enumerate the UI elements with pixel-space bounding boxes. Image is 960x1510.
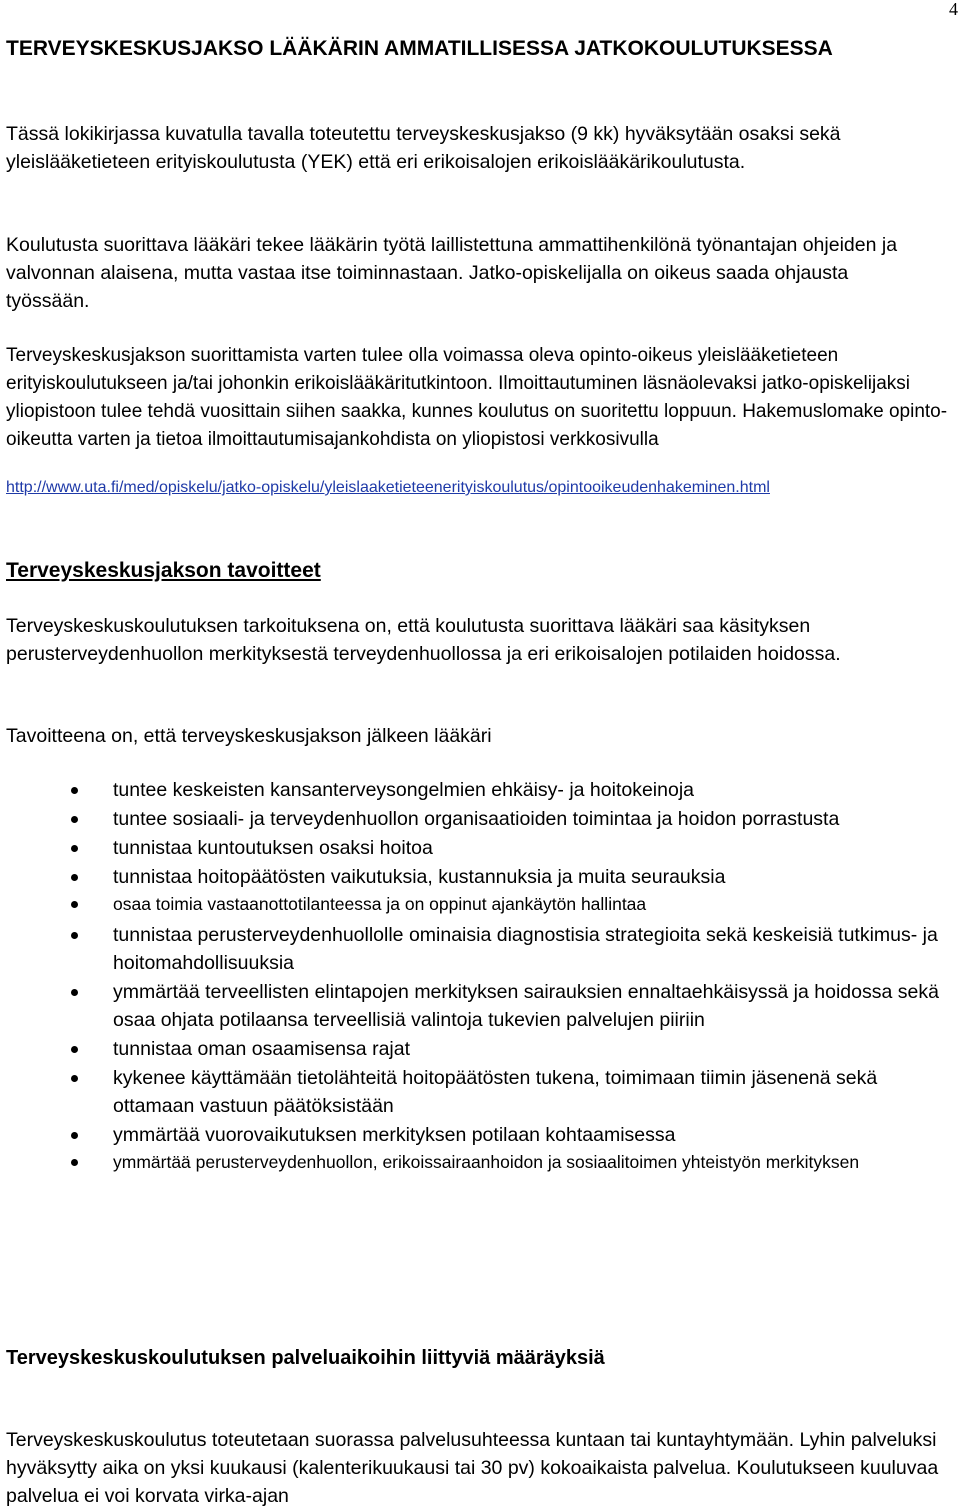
bullet-icon (71, 1046, 78, 1053)
bullet-icon (71, 932, 78, 939)
goal-item-text: tunnistaa perusterveydenhuollolle ominaisia diagnostisia strategioita sekä keskeisiä tutkimus- ja hoitomahdollisuuksia (113, 924, 938, 974)
goal-item (0, 834, 960, 862)
goal-item (0, 863, 960, 891)
bullet-icon (71, 901, 78, 908)
bullet-icon (71, 787, 78, 794)
bullet-icon (71, 1075, 78, 1082)
goal-item-text: tuntee keskeisten kansanterveysongelmien ehkäisy- ja hoitokeinoja (113, 779, 695, 801)
goal-item-text: tunnistaa hoitopäätösten vaikutuksia, kustannuksia ja muita seurauksia (113, 866, 726, 888)
goal-item-text: kykenee käyttämään tietolähteitä hoitopäätösten tukena, toimimaan tiimin jäsenenä sekä ottamaan vastuun päätöksistään (113, 1067, 878, 1117)
goals-heading (6, 557, 321, 585)
goal-item (0, 978, 960, 1034)
bullet-icon (71, 874, 78, 881)
intro-paragraph-3: Terveyskeskusjakson suorittamista varten tulee olla voimassa oleva opinto-oikeus yleislääketieteen erityiskoulutukseen ja/tai johonkin erikoislääkäritutkintoon. Ilmoittautuminen läsnäolevaksi jatko-opiskelijaksi yliopistoon tulee tehdä vuosittain siihen saakka, kunnes koulutus on suoritettu loppuun. Hakemuslomake opinto-oikeutta varten ja tietoa ilmoittautumisajankohdista on yliopistosi verkkosivulla (6, 345, 948, 450)
goal-item (0, 921, 960, 977)
bullet-icon (71, 1132, 78, 1139)
goal-item (0, 1150, 960, 1175)
goals-paragraph-2: Tavoitteena on, että terveyskeskusjakson jälkeen lääkäri (6, 725, 492, 747)
goals-paragraph-1: Terveyskeskuskoulutuksen tarkoituksena on, että koulutusta suorittava lääkäri saa käsityksen perusterveydenhuollon merkityksestä terveydenhuollossa ja eri erikoisalojen potilaiden hoidossa. (6, 615, 841, 665)
goal-item-text: tuntee sosiaali- ja terveydenhuollon organisaatioiden toimintaa ja hoidon porrastusta (113, 808, 840, 830)
goal-item (0, 1035, 960, 1063)
goals-list (0, 776, 960, 1175)
goal-item (0, 892, 960, 917)
page-title: TERVEYSKESKUSJAKSO LÄÄKÄRIN AMMATILLISESSA JATKOKOULUTUKSESSA (6, 37, 833, 60)
bullet-icon (71, 1159, 78, 1166)
goal-item (0, 1121, 960, 1149)
goal-item (0, 805, 960, 833)
goal-item-text: tunnistaa kuntoutuksen osaksi hoitoa (113, 837, 433, 859)
intro-paragraph-2: Koulutusta suorittava lääkäri tekee lääkärin työtä laillistettuna ammattihenkilönä työnantajan ohjeiden ja valvonnan alaisena, mutta vastaa itse toiminnastaan. Jatko-opiskelijalla on oikeus saada ohjausta työssään. (6, 234, 898, 312)
study-right-link[interactable]: http://www.uta.fi/med/opiskelu/jatko-opiskelu/yleislaaketieteenerityiskoulutus/opintooikeudenhakeminen.html (6, 479, 770, 496)
bullet-icon (71, 816, 78, 823)
goal-item-text: ymmärtää vuorovaikutuksen merkityksen potilaan kohtaamisessa (113, 1124, 676, 1146)
service-heading: Terveyskeskuskoulutuksen palveluaikoihin liittyviä määräyksiä (6, 1347, 605, 1369)
goal-item-text: ymmärtää perusterveydenhuollon, erikoissairaanhoidon ja sosiaalitoimen yhteistyön merkityksen (113, 1152, 860, 1172)
goal-item (0, 1064, 960, 1120)
bullet-icon (71, 845, 78, 852)
intro-paragraph-1: Tässä lokikirjassa kuvatulla tavalla toteutettu terveyskeskusjakso (9 kk) hyväksytään osaksi sekä yleislääketieteen erityiskoulutusta (YEK) että eri erikoisalojen erikoislääkärikoulutusta. (6, 123, 841, 173)
goal-item-text: tunnistaa oman osaamisensa rajat (113, 1038, 411, 1060)
goal-item (0, 776, 960, 804)
service-paragraph-1: Terveyskeskuskoulutus toteutetaan suorassa palvelusuhteessa kuntaan tai kuntayhtymään. Lyhin palveluksi hyväksytty aika on yksi kuukausi (kalenterikuukausi tai 30 pv) kokoaikaista palvelua. Koulutukseen kuuluvaa palvelua ei voi korvata virka-ajan (6, 1429, 939, 1507)
goal-item-text: ymmärtää terveellisten elintapojen merkityksen sairauksien ennaltaehkäisyssä ja hoidossa sekä osaa ohjata potilaansa terveellisiä valintoja tukevien palvelujen piiriin (113, 981, 939, 1031)
page-number: 4 (949, 0, 958, 19)
bullet-icon (71, 989, 78, 996)
goals-heading-text: Terveyskeskusjakson tavoitteet (6, 559, 321, 582)
goal-item-text: osaa toimia vastaanottotilanteessa ja on oppinut ajankäytön hallintaa (113, 894, 647, 914)
